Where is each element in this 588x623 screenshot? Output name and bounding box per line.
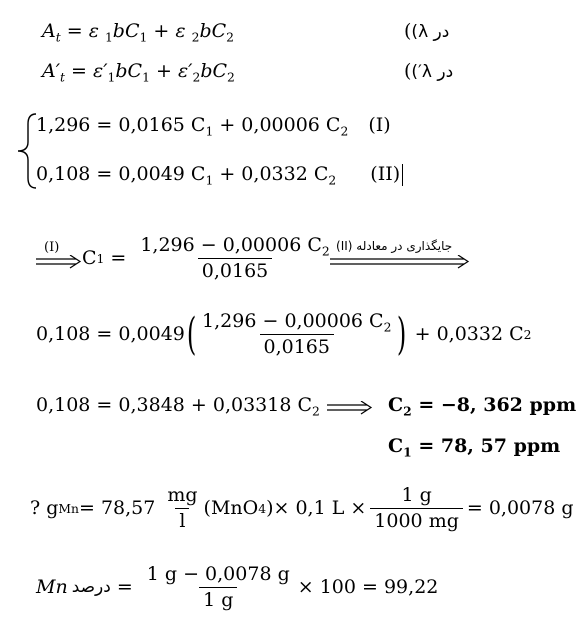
implies-arrow-2 <box>330 255 470 269</box>
c2-result: $C_2 = -8$, 362 ppm <box>388 394 577 419</box>
text-cursor <box>402 164 403 186</box>
equation-tag-2: (II) <box>370 163 401 185</box>
c1-expression: C 1 = $\frac{1,296 - 0,00006 C_2}{0,0165}$ <box>82 236 338 281</box>
percent-fraction: $\frac{1 g - 0,0078 g}{1 g}$ <box>146 563 290 611</box>
symbol: A <box>42 20 56 42</box>
percent-calculation: Mn درصد = $\frac{1 g - 0,0078 g}{1 g}$ × 100 = 99,22 <box>36 563 439 611</box>
c1-fraction: $\frac{1,296 - 0,00006 C_2}{0,0165}$ <box>140 234 330 282</box>
system-brace <box>14 112 38 190</box>
implies-arrow-3 <box>327 401 373 415</box>
conversion-fraction: $\frac{1 g}{1000 mg}$ <box>370 486 463 531</box>
system-equation-2: 0,108 = 0,0049 $C_1 + 0,0332$ $C_2$ (II) <box>36 164 403 186</box>
system-equation-1: 1,296 = 0,0165 $C_1 + 0,00006$ $C_2$ (I) <box>36 114 391 139</box>
equation-absorbance-lambda2: $A'_t = \varepsilon'_1bC_1 + \varepsilon'_2bC_2$ <box>42 60 235 85</box>
simplified-equation: 0,108 = 0,3848 + 0,03318 $C_2$ <box>36 394 320 419</box>
mass-calculation: ? g Mn = 78,57 $\frac{mg}{l}$ (MnO 4 ) × 0,1 L × $\frac{1 g}{1000 mg}$ = 0,0078 g <box>30 484 574 532</box>
c1-result: $C_1 = 78$, 57 ppm <box>388 435 561 460</box>
implies-arrow-1 <box>36 255 82 269</box>
substituted-equation: 0,108 = 0,0049 ( $\frac{1,296 - 0,00006 C_2}{0,0165}$ ) + 0,0332 C 2 <box>36 308 532 360</box>
equation-tag-1: (I) <box>368 114 391 136</box>
substituted-fraction: $\frac{1,296 - 0,00006 C_2}{0,0165}$ <box>202 310 392 358</box>
unit-fraction: $\frac{mg}{l}$ <box>167 484 198 532</box>
arrow-label-2: جایگذاری در معادله (II) <box>336 239 453 253</box>
arrow-label-1: (I) <box>44 240 60 255</box>
equation-absorbance-lambda1: $A_t = \varepsilon$ $_1bC_1 + \varepsilon$ $_2bC_2$ <box>42 20 235 45</box>
wavelength-note-2: (در λ′) <box>404 60 454 82</box>
wavelength-note-1: (در λ) <box>404 20 450 42</box>
